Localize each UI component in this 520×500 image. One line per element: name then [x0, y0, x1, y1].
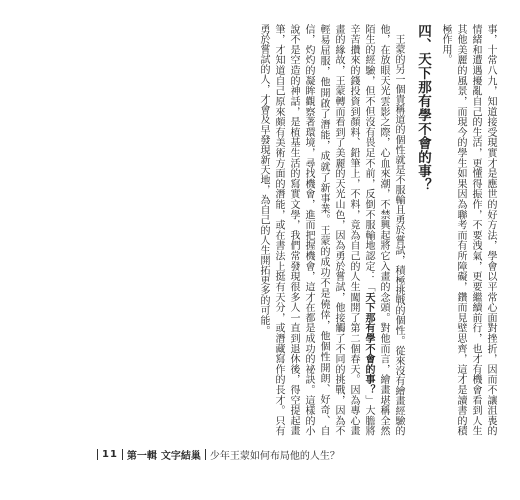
footer-divider — [97, 449, 98, 460]
footer-divider — [122, 449, 123, 460]
footer-divider — [205, 449, 206, 460]
page-footer — [93, 447, 340, 462]
section-title: 少年王蒙如何布局他的人生？ — [209, 451, 340, 462]
section-heading: 四、天下那有學不會的事？ — [415, 24, 431, 192]
chapter-label: 第一輯 — [126, 451, 157, 462]
emphasized-quote: 天下那有學不會的事？ — [363, 291, 374, 396]
paragraph-intro: 事，十常八九，知道接受現實才是應世的好方法，學會以平常心面對挫折，因而不讓沮喪的情緒和遭遇擾亂自己的生活，更懂得振作，不要洩氣，更要繼續前行，也才有機會看到人生其他美麗的風景，而現今的學生如果因為聯考而有所障礙，鑽而見壁思齊，這才是讀書的積極作用。 — [440, 24, 496, 436]
paragraph-main-part-1: 王蒙的另一個貴稱道的個性就是不服輸且勇於嘗試，積極挑戰的個性。從來沒有繪畫經驗的他，在放眼天光雲影之際，心血來潮，不禁興起將它入畫的念頭。對他而言，繪畫堪稱全然陌生的經驗，但不但沒有畏足不前，反倒不服輸地認定：「 — [363, 24, 404, 436]
body-text-column — [256, 24, 498, 436]
paragraph-main-part-2: 」大膽將辛苦攢來的錢投資到顏料、鉛筆上，不料，竟為自己的人生闖開了第二個春天。因為專心畫畫的緣故，王蒙轉而看到了美麗的天光山色，因為勇於嘗試，他接觸了不同的挑戰，因為不輕易屈服，他開啟了潛能，成就了新事業。王蒙的成功不是僥倖，他個性開朗、好奇、自信，灼灼的凝眸觀察著環境，尋找機會，進而把握機會，這才在都是成功的祕訣。這樣的小說不是空造的神話，是植基生活的寫實文學，我們常發現很多人一直到退休後，得空提起畫筆，才知道自己原來頗有美術方面的潛能，或在書法上挺有天分，或潛藏寫作的長才。只有勇於嘗試的人，才會及早發現新天地，為自己的人生開拓更多的可能。 — [258, 24, 374, 436]
paragraph-main — [256, 24, 406, 436]
chapter-title: 文字結巢 — [160, 451, 201, 462]
page-number: 11 — [102, 449, 118, 460]
